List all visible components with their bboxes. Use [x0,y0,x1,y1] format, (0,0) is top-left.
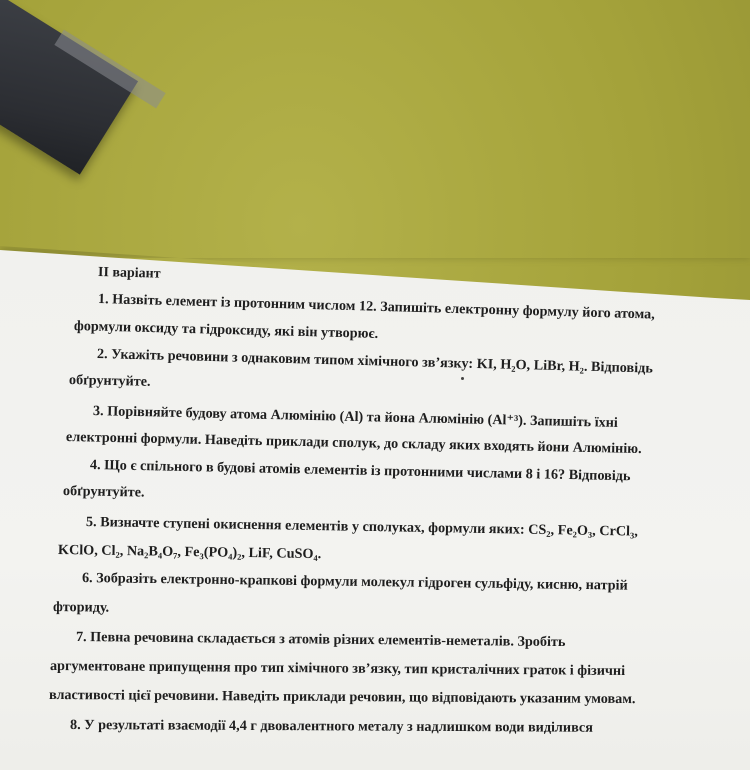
task-1-line-2: формули оксиду та гідроксиду, які він утворює. [73,318,379,342]
task-7-line-3: властивості цієї речовини. Наведіть приклади речовин, що відповідають указаним умовам. [48,687,636,708]
variant-heading: II варіант [97,265,161,282]
task-2-line-2: обґрунтуйте. [68,372,151,390]
task-4-line-2: обґрунтуйте. [62,483,145,501]
task-3-line-2: електронні формули. Наведіть приклади сполук, до складу яких входять йони Алюмінію. [65,429,642,458]
task-7-line-2: аргументоване припущення про тип хімічного зв’язку, тип кристалічних граток і фізичні [49,658,626,680]
task-7-line-1: 7. Певна речовина складається з атомів різних елементів-неметалів. Зробіть [75,629,566,651]
task-8-line-1: 8. У результаті взаємодії 4,4 г двовалентного металу з надлишком води виділився [69,717,593,736]
task-5-line-2: KClO, Cl₂, Na₂B₄O₇, Fe₃(PO₄)₂, LiF, CuSO₄. [57,542,322,563]
task-2-line-1: 2. Укажіть речовини з однаковим типом хімічного зв’язку: KI, H₂O, LiBr, H₂. Відповідь [96,346,654,377]
task-6-line-1: 6. Зобразіть електронно-крапкові формули молекул гідроген сульфіду, кисню, натрій [81,570,628,594]
task-4-line-1: 4. Що є спільного в будові атомів елементів із протонними числами 8 і 16? Відповідь [89,457,631,485]
paper-speck [461,377,464,380]
task-3-line-1: 3. Порівняйте будову атома Алюмінію (Al) та йона Алюмінію (Al⁺³). Запишіть їхні [92,403,619,431]
task-5-line-1: 5. Визначте ступені окиснення елементів у сполуках, формули яких: CS₂, Fe₂O₃, CrCl₃, [85,514,638,540]
task-6-line-2: фториду. [52,599,110,616]
task-1-line-1: 1. Назвіть елемент із протонним числом 12. Запишіть електронну формулу його атома, [97,291,656,323]
